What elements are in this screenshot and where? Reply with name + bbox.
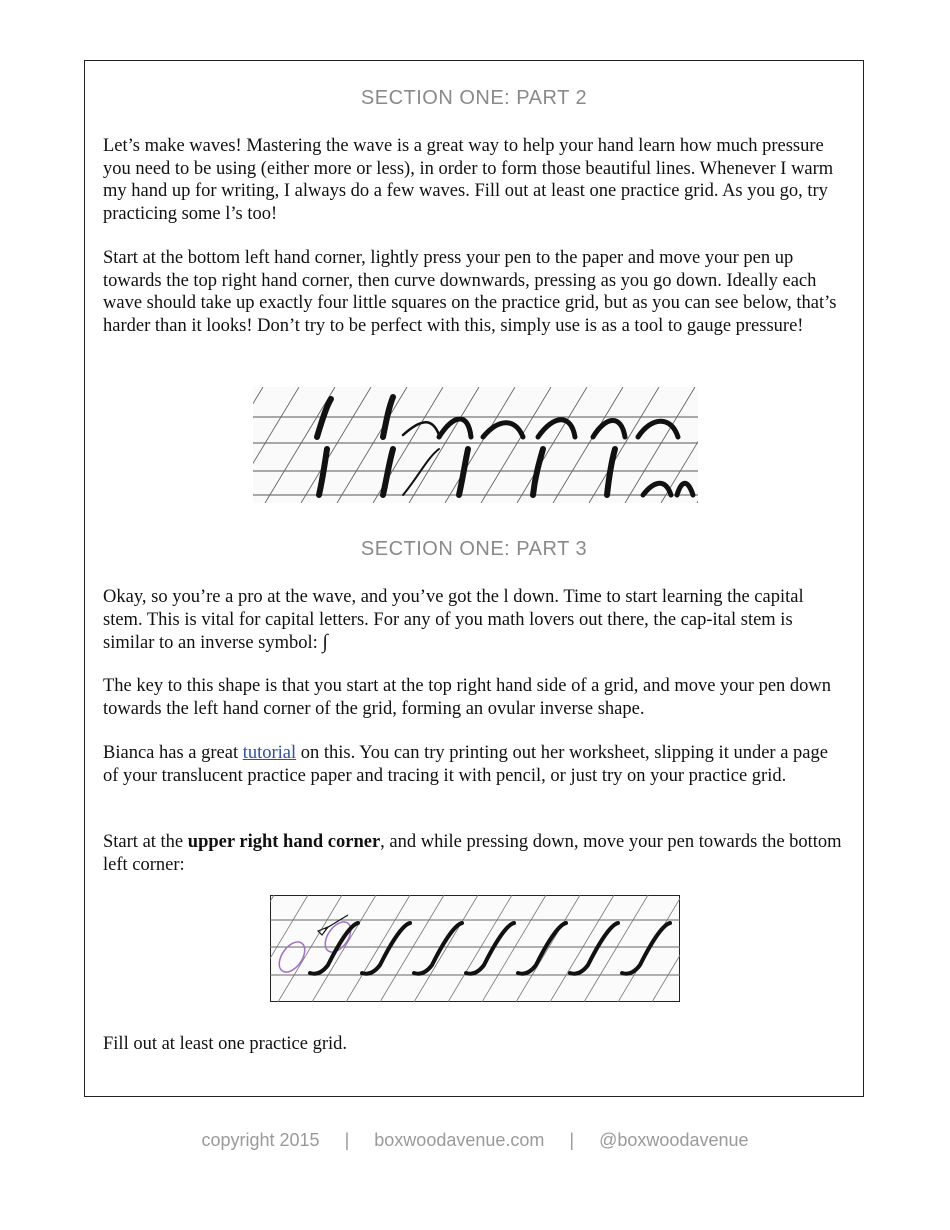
footer-website: boxwoodavenue.com: [374, 1130, 545, 1150]
stem-instructions-bold: upper right hand corner: [187, 832, 381, 852]
footer-copyright: copyright 2015: [201, 1130, 320, 1150]
capital-stem-intro-text: Okay, so you’re a pro at the wave, and you’ve got the l down. Time to start learning the capital stem. This is vital for capital letters. For any of you math lovers out there, the cap-ital stem is similar to an inverse symbol:: [103, 587, 804, 653]
section-heading-part-2: SECTION ONE: PART 2: [360, 87, 588, 109]
paragraph-shape-key: The key to this shape is that you start at the top right hand side of a grid, and move your pen down towards the left hand corner of the grid, forming an ovular inverse shape.: [103, 676, 832, 719]
inverse-symbol: ∫: [322, 631, 328, 653]
capital-stem-drawing: [270, 895, 680, 1002]
paragraph-tutorial: [103, 742, 845, 787]
wave-practice-image: [253, 387, 698, 508]
footer-separator: |: [344, 1130, 350, 1150]
section-heading-part-3: SECTION ONE: PART 3: [360, 538, 588, 560]
stem-instructions-before: Start at the: [103, 832, 184, 852]
paragraph-fill-grid: Fill out at least one practice grid.: [103, 1034, 348, 1054]
stem-instructions-after: , and while pressing down, move your pen towards the bottom left corner:: [103, 832, 842, 875]
paragraph-waves-intro: Let’s make waves! Mastering the wave is a great way to help your hand learn how much pressure you need to be using (either more or less), in order to form those beautiful lines. Whenever I warm my hand up for writing, I always do a few waves. Fill out at least one practice grid. As you go, try practicing some l’s too!: [103, 136, 834, 224]
tutorial-link[interactable]: tutorial: [242, 743, 297, 763]
tutorial-text-before: Bianca has a great: [103, 743, 239, 763]
tutorial-text-after: on this. You can try printing out her worksheet, slipping it under a page of your translucent practice paper and tracing it with pencil, or just try on your practice grid.: [103, 743, 828, 786]
footer-separator: |: [569, 1130, 575, 1150]
capital-stem-practice-image: [270, 895, 680, 1007]
wave-practice-drawing: [253, 387, 698, 503]
paragraph-waves-instructions: Start at the bottom left hand corner, lightly press your pen to the paper and move your pen up towards the top right hand corner, then curve downwards, pressing as you go down. Ideally each wave should take up exactly four little squares on the practice grid, but as you can see below, that’s harder than it looks! Don’t try to be perfect with this, simply use is as a tool to gauge pressure!: [103, 248, 837, 336]
footer: [0, 1130, 950, 1151]
paragraph-stem-instructions: [103, 831, 845, 876]
page-frame: [84, 60, 864, 1097]
paragraph-capital-stem-intro: [103, 586, 845, 655]
footer-handle: @boxwoodavenue: [599, 1130, 749, 1150]
